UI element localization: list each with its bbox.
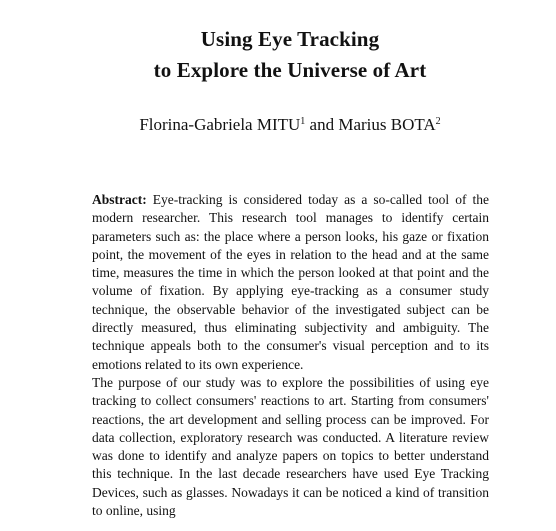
title-line-2: to Explore the Universe of Art: [153, 58, 427, 82]
title-line-1: Using Eye Tracking: [200, 27, 380, 51]
author-affiliation-1: 1: [300, 116, 306, 127]
abstract-paragraph-1-text: Eye-tracking is considered today as a so-called tool of the modern researcher. This research tool manages to identify certain parameters such as: the place where a person looks, his gaze or fixation point, the movement of the eyes in relation to the head and at the same time, measures the time in which the person looked at that point and the volume of fixation. By applying eye-tracking as a consumer study technique, the observable behavior of the investigated subject can be directly measured, thus eliminating subjectivity and ambiguity. The technique appeals both to the consumer's visual perception and to its emotions related to its own experience.: [92, 192, 489, 372]
author-affiliation-2: 2: [435, 116, 441, 127]
abstract-paragraph-2: The purpose of our study was to explore the possibilities of using eye tracking to collect consumers' reactions to art. Starting from consumers' reactions, the art development and selling process can be improved. For data collection, exploratory research was conducted. A literature review was done to identify and analyze papers on topics to better understand this technique. In the last decade researchers have used Eye Tracking Devices, such as glasses. Nowadays it can be noticed a kind of transition to online, using: [92, 374, 489, 519]
author-list: [0, 113, 556, 137]
author-name-2: Marius BOTA: [338, 115, 436, 134]
author-name-1: Florina-Gabriela MITU: [139, 115, 301, 134]
abstract-paragraph-1: [92, 191, 489, 374]
abstract-label: Abstract:: [92, 192, 147, 207]
abstract-section: [92, 191, 489, 520]
paper-title: [0, 24, 556, 86]
author-conjunction: and: [305, 115, 339, 134]
